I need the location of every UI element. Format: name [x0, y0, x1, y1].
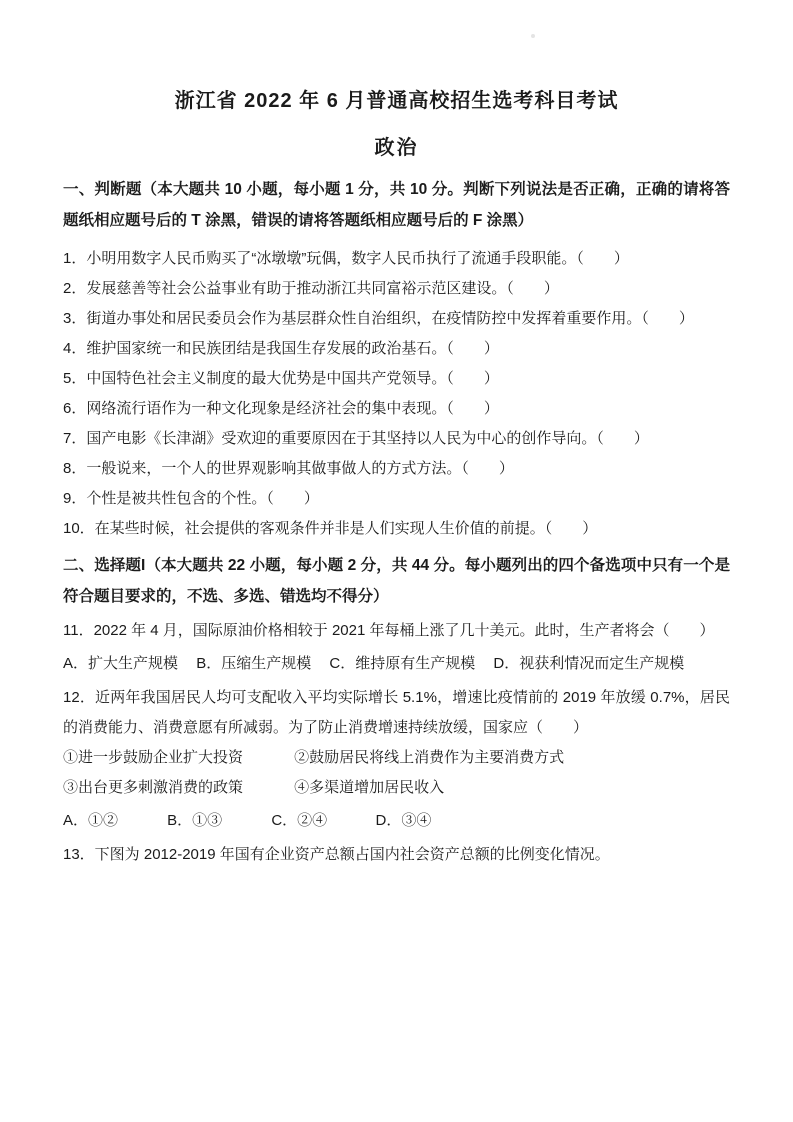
question-12-option-d: D．③④ — [375, 812, 432, 829]
question-12-option-c: C．②④ — [271, 812, 328, 829]
judgment-question-list — [63, 244, 730, 544]
question-11-option-b: B．压缩生产规模 — [196, 655, 312, 672]
question-13-stem: 13．下图为 2012-2019 年国有企业资产总额占国内社会资产总额的比例变化情况。 — [63, 846, 610, 863]
exam-title: 浙江省 2022 年 6 月普通高校招生选考科目考试 — [174, 90, 619, 112]
judgment-question-5: 5．中国特色社会主义制度的最大优势是中国共产党领导。（ ） — [63, 370, 499, 387]
question-12-statement-1: ①进一步鼓励企业扩大投资 — [63, 749, 244, 766]
judgment-question-8: 8．一般说来，一个人的世界观影响其做事做人的方式方法。（ ） — [63, 460, 514, 477]
judgment-question-3: 3．街道办事处和居民委员会作为基层群众性自治组织，在疫情防控中发挥着重要作用。（ ） — [63, 310, 694, 327]
question-12-statements-row-2 — [63, 773, 730, 803]
judgment-question-1: 1．小明用数字人民币购买了“冰墩墩”玩偶，数字人民币执行了流通手段职能。（ ） — [63, 250, 629, 267]
judgment-question-2: 2．发展慈善等社会公益事业有助于推动浙江共同富裕示范区建设。（ ） — [63, 280, 559, 297]
question-12-statement-4: ④多渠道增加居民收入 — [294, 779, 445, 796]
judgment-question-6: 6．网络流行语作为一种文化现象是经济社会的集中表现。（ ） — [63, 400, 499, 417]
question-12-statement-2: ②鼓励居民将线上消费作为主要消费方式 — [294, 749, 565, 766]
judgment-section-heading: 一、判断题（本大题共 10 小题，每小题 1 分，共 10 分。判断下列说法是否正确，正确的请将答题纸相应题号后的 T 涂黑，错误的请将答题纸相应题号后的 F 涂黑） — [63, 181, 730, 229]
question-12-statements-row-1 — [63, 743, 730, 773]
page-content — [0, 88, 793, 870]
question-12-stem: 12．近两年我国居民人均可支配收入平均实际增长 5.1%，增速比疫情前的 2019 年放缓 0.7%，居民的消费能力、消费意愿有所减弱。为了防止消费增速持续放缓，国家应（ ） — [63, 689, 730, 736]
question-11-option-d: D．视获利情况而定生产规模 — [493, 655, 685, 672]
stray-scan-mark — [531, 34, 535, 38]
judgment-question-9: 9．个性是被共性包含的个性。（ ） — [63, 490, 319, 507]
choice-section-heading: 二、选择题I（本大题共 22 小题，每小题 2 分，共 44 分。每小题列出的四个备选项中只有一个是符合题目要求的，不选、多选、错选均不得分） — [63, 557, 730, 605]
judgment-question-7: 7．国产电影《长津湖》受欢迎的重要原因在于其坚持以人民为中心的创作导向。（ ） — [63, 430, 649, 447]
question-12-option-a: A．①② — [63, 812, 119, 829]
judgment-question-10: 10．在某些时候，社会提供的客观条件并非是人们实现人生价值的前提。（ ） — [63, 520, 598, 537]
question-12-statement-3: ③出台更多刺激消费的政策 — [63, 779, 244, 796]
question-11-stem: 11．2022 年 4 月，国际原油价格相较于 2021 年每桶上涨了几十美元。此时，生产者将会（ ） — [63, 622, 715, 639]
question-12-option-b: B．①③ — [167, 812, 223, 829]
exam-subject: 政治 — [374, 137, 419, 159]
judgment-question-4: 4．维护国家统一和民族团结是我国生存发展的政治基石。（ ） — [63, 340, 499, 357]
question-12-options — [63, 806, 730, 836]
question-11-option-a: A．扩大生产规模 — [63, 655, 179, 672]
question-11-options — [63, 649, 730, 679]
question-11-option-c: C．维持原有生产规模 — [329, 655, 476, 672]
